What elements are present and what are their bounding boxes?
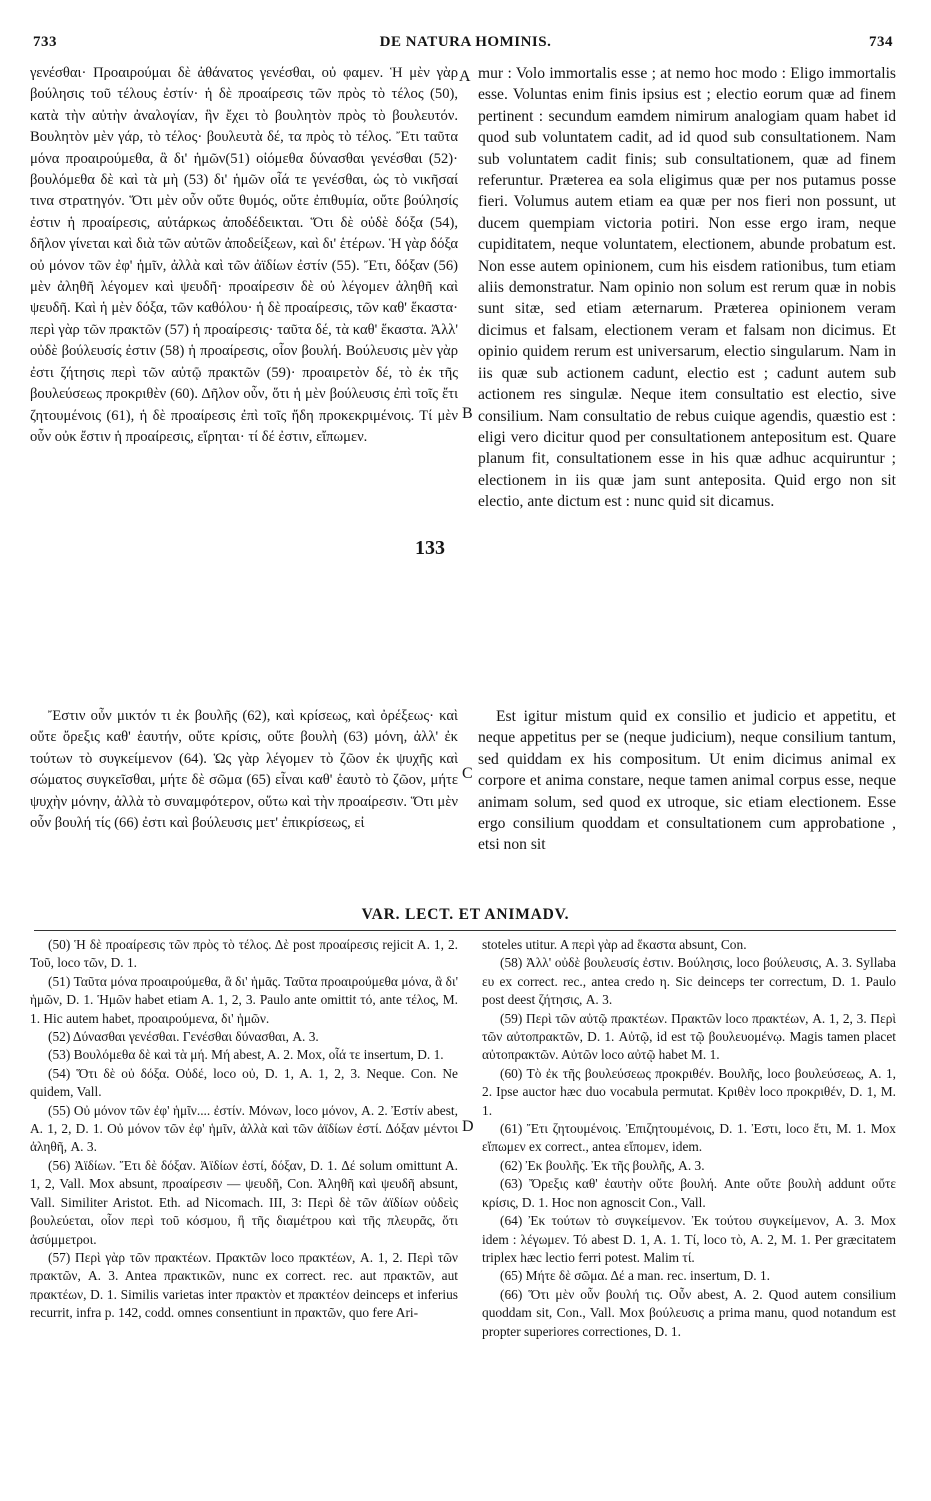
marker-a: A (459, 68, 471, 85)
note-59: (59) Περὶ τῶν αὐτῷ πρακτέων. Πρακτῶν loco πρακτέων, A. 1, 2, 3. Περὶ τῶν αὐτοπρακτῶν, D. 1. Αὐτῷ, id est τῷ βουλευομένῳ. Magis tamen placet αὐτοπρακτῶν. Αὐτῶν loco αὐτῷ habet M. 1. (482, 1010, 896, 1063)
marker-d: D (462, 1118, 474, 1135)
note-58: (58) Ἀλλ' οὐδὲ βουλευσίς ἐστιν. Βούλησις, loco βούλευσις, A. 3. Syllaba ευ ex correct. rec., antea credo η. Sic deinceps ter correctum, D. 1. Paulo post deest ζήτησις, A. 3. (482, 955, 896, 1008)
note-57: (57) Περὶ γὰρ τῶν πρακτέων. Πρακτῶν loco πρακτέων, A. 1, 2. Περὶ τῶν πρακτῶν, A. 3. Antea πρακτικῶν, nunc ex correct. rec. aut πρακτῶν, aut πρακτέων, D. 1. Similis varietas inter πρακτὸν et πρακτέον deinceps et inferius recurrit, infra p. 142, codd. omnes consentiunt in πρακτῶν, quo fere Ari- (30, 1249, 458, 1321)
notes-column-right (482, 936, 896, 1491)
note-66: (66) Ὅτι μὲν οὖν βουλή τις. Οὖν abest, A. 2. Quod autem consilium quoddam sit, Con., Vall. Mox βούλευσις a prima manu, quod notandum est propter superiores correctiones, D. 1. (482, 1286, 896, 1339)
note-55: (55) Οὐ μόνον τῶν ἐφ' ἡμῖν.... ἐστίν. Μόνων, loco μόνον, A. 2. Ἐστίν abest, A. 1, 2, D. 1. Οὐ μόνον τῶν ἐφ' ἡμῖν, ἀλλὰ καὶ τῶν ἀϊδίων ἐστί. Δόξαν μέντοι ἀληθῆ, A. 3. (30, 1102, 458, 1155)
note-51: (51) Ταῦτα μόνα προαιρούμεθα, ἃ δι' ἡμᾶς. Ταῦτα προαιρούμεθα μόνα, ἃ δι' ἡμῶν, D. 1. Ἡμῶν habet etiam A. 1, 2, 3. Paulo ante omittit τό, ante τέλος, M. 1. Hic autem habet, προαιρούμενα, δι' ἡμῶν. (30, 973, 458, 1026)
notes-column-left (30, 936, 458, 1491)
note-57-continued: stoteles utitur. A περὶ γὰρ ad ἕκαστα absunt, Con. (482, 937, 747, 952)
marker-b: B (462, 405, 473, 422)
note-53: (53) Βουλόμεθα δὲ καὶ τὰ μή. Μή abest, A. 2. Mox, οἷά τε insertum, D. 1. (48, 1047, 444, 1063)
margin-number-133: 133 (412, 537, 448, 560)
note-62: (62) Ἐκ βουλῆς. Ἐκ τῆς βουλῆς, A. 3. (500, 1157, 705, 1173)
latin-column-top (478, 63, 896, 701)
greek-paragraph-2: Ἔστιν οὖν μικτόν τι ἐκ βουλῆς (62), καὶ κρίσεως, καὶ ὀρέξεως· καὶ οὔτε ὄρεξις καθ' ἑαυτήν, οὔτε κρίσις, οὔτε βουλὴ (63) μόνη, ἀλλ' ἐκ τούτων τὸ συγκείμενον (64). Ὡς γὰρ λέγομεν τὸ ζῶον ἐκ ψυχῆς καὶ σώματος συγκεῖσθαι, μήτε δὲ σῶμα (65) εἶναι καθ' ἑαυτὸ τὸ ζῶον, μήτε ψυχὴν μόνην, ἀλλὰ τὸ συναμφότερον, οὕτω καὶ τὴν προαίρεσιν. Ὅτι μὲν οὖν βουλή τίς (66) ἐστι καὶ βούλευσις μετ' ἐπικρίσεως, εἰ (30, 708, 458, 832)
latin-column-bottom (478, 706, 896, 896)
notes-divider (34, 930, 896, 931)
note-64: (64) Ἐκ τούτων τὸ συγκείμενον. Ἐκ τούτου συγκείμενον, A. 3. Mox idem : λέγωμεν. Τό abest D. 1, A. 1. Τί, loco τὸ, A. 2, M. 1. Per græcitatem triplex hæc lectio ferri potest. Malim τί. (482, 1213, 896, 1265)
note-52: (52) Δύνασθαι γενέσθαι. Γενέσθαι δύνασθαι, A. 3. (48, 1029, 319, 1045)
running-title: DE NATURA HOMINIS. (379, 34, 552, 50)
greek-column-bottom (30, 706, 458, 896)
greek-column-top (30, 63, 458, 670)
latin-paragraph-2: Est igitur mistum quid ex consilio et judicio et appetitu, et neque appetitus per se (neque judicium), neque consilium tantum, sed quiddam ex his compositum. Ut enim dicimus animal ex corpore et anima constare, neque tamen animal corpus esse, neque animam solum, sed quod ex utroque, sic etiam electionem. Esse ergo consilium quoddam et consultationem cum approbatione , etsi non sit (478, 708, 896, 854)
note-56: (56) Ἀϊδίων. Ἔτι δὲ δόξαν. Ἀϊδίων ἐστί, δόξαν, D. 1. Δέ solum omittunt A. 1, 2, Vall. Mox absunt, προαίρεσιν — ψευδῆ, Con. Ἀληθῆ καὶ ψευδῆ absunt, Vall. Similiter Aristot. Eth. ad Nicomach. III, 3: Περὶ δὲ τῶν ἀϊδίων οὐδεὶς βουλεύεται, οἷον περὶ τοῦ κόσμου, ἢ τῆς διαμέτρου καὶ τῆς πλευρᾶς, ὅτι ἀσύμμετροι. (30, 1157, 458, 1247)
marker-c: C (462, 765, 473, 782)
greek-paragraph-1: γενέσθαι· Προαιρούμαι δὲ ἀθάνατος γενέσθαι, οὐ φαμεν. Ἡ μὲν γὰρ βούλησις τοῦ τέλους ἐστίν· ἡ δὲ προαίρεσις τῶν πρὸς τὸ τέλος (50), κατὰ τὴν αὐτὴν ἀναλογίαν, ἣν ἔχει τὸ βουλητὸν πρὸς τὸ βουλευτόν. Βουλητὸν μὲν γάρ, τὸ τέλος· βουλευτὰ δέ, τα πρὸς τὸ τέλος. Ἔτι ταῦτα μόνα προαιρούμεθα, ἃ δι' ἡμῶν(51) οἰόμεθα δύνασθαι γενέσθαι (52)· βουλόμεθα δὲ καὶ τὰ μὴ (53) δι' ἡμῶν οἷά τε γενέσθαι, ὡς τὸ νικῆσαί τινα στρατηγόν. Ὅτι μὲν οὖν οὔτε θυμός, οὔτε ἐπιθυμία, οὔτε βούλησίς ἐστιν ἡ προαίρεσις, αὐτάρκως ἀποδέδεικται. Ὅτι δὲ οὐδὲ δόξα (54), δῆλον γίνεται καὶ διὰ τῶν αὐτῶν ἀποδείξεων, καὶ δι' ἑτέρων. Ἡ γὰρ δόξα οὐ μόνον τῶν ἐφ' ἡμῖν, ἀλλὰ καὶ τῶν ἀϊδίων ἐστίν (55). Ἔτι, δόξαν (56) μὲν ἀληθῆ λέγομεν καὶ ψευδῆ· προαίρεσιν δὲ οὐ λέγομεν ἀληθῆ καὶ ψευδῆ. Καὶ ἡ μὲν δόξα, τῶν καθόλου· ἡ δὲ προαίρεσις, τῶν καθ' ἕκαστα· περὶ γὰρ τῶν πρακτῶν (57) ἡ προαίρεσις· ταῦτα δέ, τὰ καθ' ἕκαστα. Ἀλλ' οὐδὲ βούλευσίς ἐστιν (58) ἡ προαίρεσις, οἷον βουλή. Βούλευσις μὲν γὰρ ἐστι ζήτησις περὶ τῶν αὐτῷ πρακτῶν (59)· προαιρετὸν δέ, τὸ ἐκ τῆς βουλεύσεως προκριθὲν (60). Δῆλον οὖν, ὅτι ἡ μὲν βούλευσις ἐπὶ τοῖς ἔτι ζητουμένοις (61), ἡ δὲ προαίρεσις ἐπὶ τοῖς ἤδη προκεκριμένοις. Τί μὲν οὖν οὐκ ἔστιν ἡ προαίρεσις, εἴρηται· τί δέ ἐστιν, εἴπωμεν. (30, 65, 458, 445)
note-63: (63) Ὄρεξις καθ' ἑαυτὴν οὔτε βουλή. Ante οὔτε βουλὴ addunt οὔτε κρίσις, D. 1. Hoc non agnoscit Con., Vall. (482, 1176, 896, 1210)
note-61: (61) Ἔτι ζητουμένοις. Ἐπιζητουμένοις, D. 1. Ἐστι, loco ἔτι, M. 1. Mox εἴπωμεν ex correct., antea εἴπομεν, idem. (482, 1121, 896, 1155)
note-50: (50) Ἡ δὲ προαίρεσις τῶν πρὸς τὸ τέλος. Δὲ post προαίρεσις rejicit A. 1, 2. Τοῦ, loco τῶν, D. 1. (30, 937, 458, 971)
latin-paragraph-1: mur : Volo immortalis esse ; at nemo hoc modo : Eligo immortalis esse. Voluntas enim finis ipsius est ; electio eorum quæ ad finem pertinent : secundum eamdem nimirum analogiam quam habet id quod sub voluntatem cadit, ad id quod sub consultationem. Nam sub voluntatem cadit finis; sub consultationem, quæ ad finem referuntur. Præterea ea sola eligimus quæ per nos putamus posse fieri. Volumus autem etiam ea quæ per nos fieri non possunt, ut ducem quempiam victoria potiri. Non esse ergo iram, neque cupiditatem, neque voluntatem, electionem, abunde probatum est. Non esse autem opinionem, cum his eisdem rationibus, tum etiam aliis demonstratur. Nam opinio non solum est rerum quæ in nobis sunt sitæ, sed etiam æternarum. Præterea opinionem veram dicimus et falsam, electionem veram et falsam non dicimus. Et opinio quidem rerum est universarum, electio singularum. Nam in iis quæ sub actionem cadunt, electio est ; cadunt autem sub actionem res singulæ. Neque item consultatio est electio, sive consilium. Nam consultatio de rebus cuique agendis, quæstio est : eligi vero dicitur quod per consultationem antepositum est. Quare planum fit, consultationem esse in his quæ adhuc acquiruntur ; electionem in iis quæ jam sunt anteposita. Quid ergo non sit electio, ante dictum est : nunc quid sit dicamus. (478, 65, 896, 511)
note-54: (54) Ὅτι δὲ οὐ δόξα. Οὐδέ, loco οὐ, D. 1, A. 1, 2, 3. Neque. Con. Ne quidem, Vall. (30, 1065, 458, 1100)
right-page-number: 734 (869, 34, 893, 50)
note-60: (60) Τὸ ἐκ τῆς βουλεύσεως προκριθέν. Βουλῆς, loco βουλεύσεως, A. 1, 2. Ipse auctor hæc duo vocabula permutat. Κριθὲν loco προκριθέν, D. 1, M. 1. (482, 1065, 896, 1118)
note-65: (65) Μήτε δὲ σῶμα. Δέ a man. rec. insertum, D. 1. (500, 1268, 771, 1284)
left-page-number: 733 (33, 34, 57, 50)
notes-heading: VAR. LECT. ET ANIMADV. (361, 906, 570, 923)
